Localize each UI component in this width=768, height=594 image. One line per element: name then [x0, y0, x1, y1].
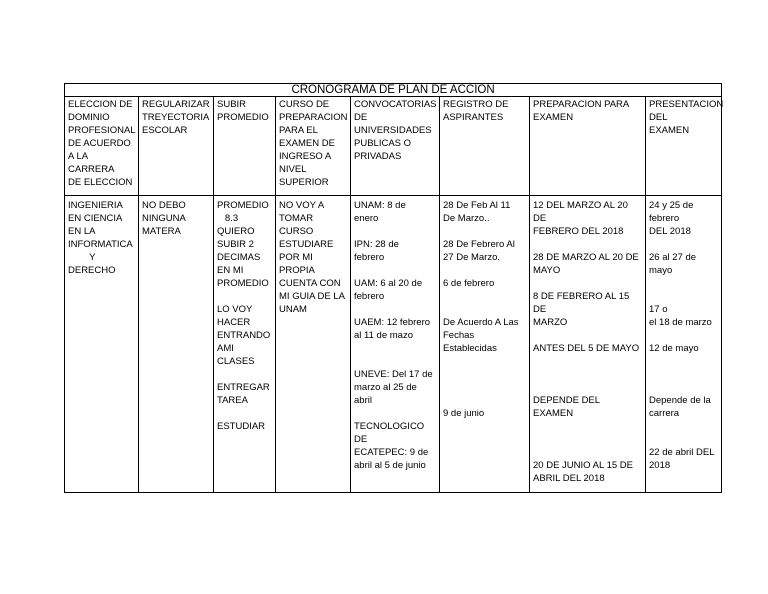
title-row — [65, 84, 722, 97]
header-cell-promedio: SUBIR PROMEDIO — [214, 97, 276, 196]
header-cell-presentacion: PRESENTACION DEL EXAMEN — [646, 97, 722, 196]
table-row — [65, 196, 722, 493]
cell-registro: 28 De Feb Al 11 De Marzo.. 28 De Febrero Al 27 De Marzo. 6 de febrero De Acuerdo A Las Fechas Establecidas 9 de junio — [440, 196, 530, 493]
cell-promedio: PROMEDIO 8.3 QUIERO SUBIR 2 DECIMAS EN MI PROMEDIO LO VOY HACER ENTRANDO AMI CLASES ENTREGAR TAREA ESTUDIAR — [214, 196, 276, 493]
cell-presentacion: 24 y 25 de febrero DEL 2018 26 al 27 de mayo 17 o el 18 de marzo 12 de mayo Depende de la carrera 22 de abril DEL 2018 — [646, 196, 722, 493]
schedule-table — [64, 83, 722, 493]
header-cell-curso: CURSO DE PREPARACION PARA EL EXAMEN DE INGRESO A NIVEL SUPERIOR — [276, 97, 351, 196]
header-cell-registro: REGISTRO DE ASPIRANTES — [440, 97, 530, 196]
cell-preparacion: 12 DEL MARZO AL 20 DE FEBRERO DEL 2018 28 DE MARZO AL 20 DE MAYO 8 DE FEBRERO AL 15 DE MARZO ANTES DEL 5 DE MAYO DEPENDE DEL EXAMEN 20 DE JUNIO AL 15 DE ABRIL DEL 2018 — [530, 196, 646, 493]
cell-convocatorias: UNAM: 8 de enero IPN: 28 de febrero UAM: 6 al 20 de febrero UAEM: 12 febrero al 11 de mazo UNEVE: Del 17 de marzo al 25 de abril TECNOLOGICO DE ECATEPEC: 9 de abril al 5 de junio — [351, 196, 440, 493]
header-cell-trayectoria: REGULARIZAR TREYECTORIA ESCOLAR — [139, 97, 214, 196]
header-cell-convocatorias: CONVOCATORIAS DE UNIVERSIDADES PUBLICAS O PRIVADAS — [351, 97, 440, 196]
header-row — [65, 97, 722, 196]
table-title: CRONOGRAMA DE PLAN DE ACCION — [65, 84, 722, 97]
header-cell-dominio: ELECCION DE DOMINIO PROFESIONAL DE ACUERDO A LA CARRERA DE ELECCION — [65, 97, 139, 196]
header-cell-preparacion: PREPARACION PARA EXAMEN — [530, 97, 646, 196]
cell-trayectoria: NO DEBO NINGUNA MATERA — [139, 196, 214, 493]
document-page — [64, 83, 724, 493]
cell-dominio: INGENIERIA EN CIENCIA EN LA INFORMATICA Y DERECHO — [65, 196, 139, 493]
cell-curso: NO VOY A TOMAR CURSO ESTUDIARE POR MI PROPIA CUENTA CON MI GUIA DE LA UNAM — [276, 196, 351, 493]
